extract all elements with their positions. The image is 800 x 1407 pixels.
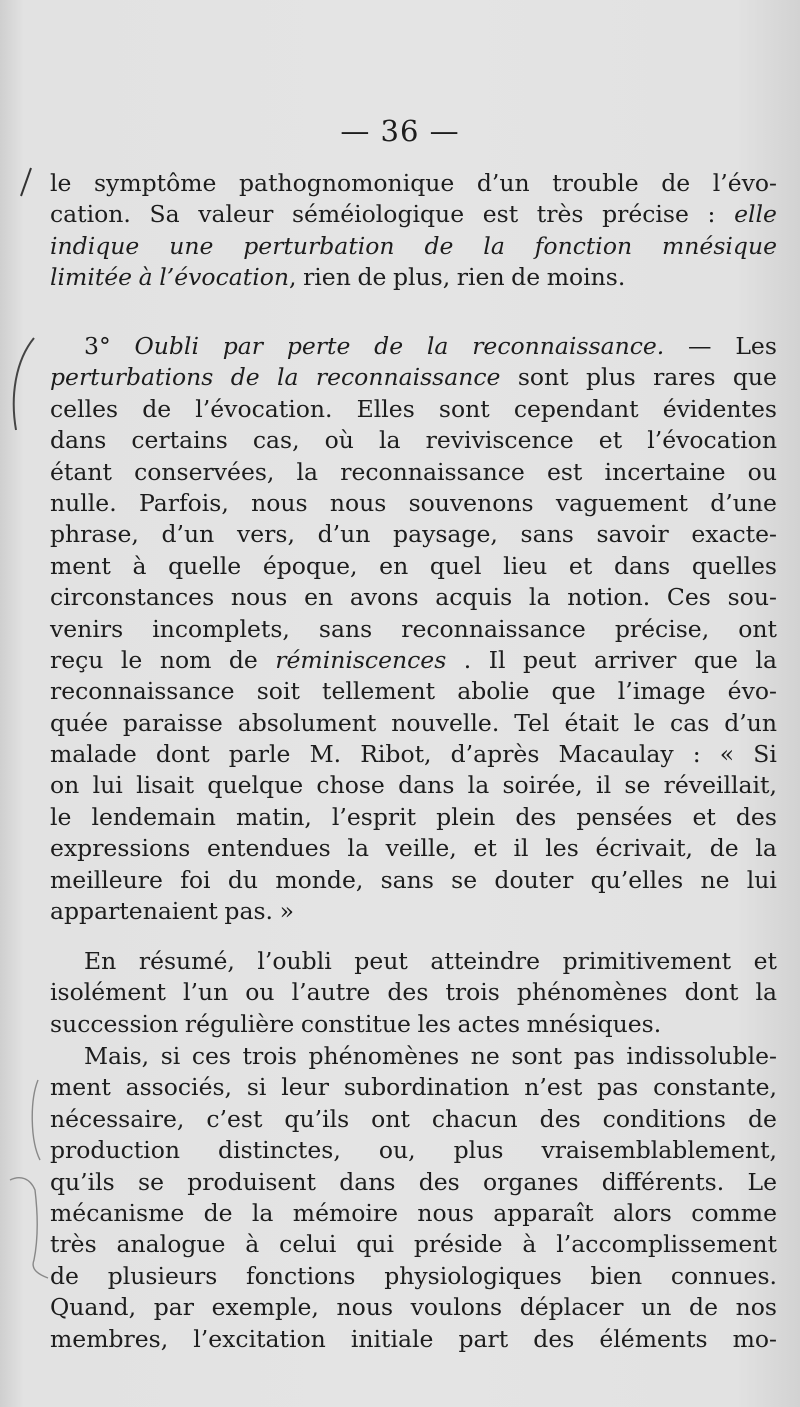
text-line: très analogue à celui qui préside à l’accomplissement — [50, 1230, 777, 1259]
text-line: ment associés, si leur subordination n’est pas constante, — [50, 1073, 777, 1102]
text-line: le lendemain matin, l’esprit plein des pensées et des — [50, 802, 777, 831]
text-line: de plusieurs fonctions physiologiques bien connues. — [50, 1261, 777, 1290]
text-line: 3° Oubli par perte de la reconnaissance. — Les — [84, 332, 777, 360]
text-line: membres, l’excitation initiale part des éléments mo- — [50, 1324, 777, 1353]
text-line: appartenaient pas. » — [50, 897, 294, 926]
text-line: on lui lisait quelque chose dans la soirée, il se réveillait, — [50, 771, 777, 800]
text-line: ment à quelle époque, en quel lieu et dans quelles — [50, 551, 777, 580]
text-line: malade dont parle M. Ribot, d’après Macaulay : « Si — [50, 740, 777, 769]
text-line: indique une perturbation de la fonction mnésique — [50, 231, 777, 260]
text-line: phrase, d’un vers, d’un paysage, sans savoir exacte- — [50, 520, 777, 549]
text-line: expressions entendues la veille, et il les écrivait, de la — [50, 834, 777, 863]
text-line: Quand, par exemple, nous voulons déplacer un de nos — [50, 1293, 777, 1322]
paragraph-3 — [50, 946, 777, 1040]
text-line: meilleure foi du monde, sans se douter qu’elles ne lui — [50, 865, 777, 894]
text-line: succession régulière constitue les actes mnésiques. — [50, 1009, 662, 1038]
paragraph-4 — [50, 1041, 777, 1355]
text-line: nécessaire, c’est qu’ils ont chacun des conditions de — [50, 1104, 777, 1133]
text-line: quée paraisse absolument nouvelle. Tel était le cas d’un — [50, 708, 777, 737]
text-line: cation. Sa valeur séméiologique est très précise : elle — [50, 200, 777, 229]
text-line: Mais, si ces trois phénomènes ne sont pas indissoluble- — [84, 1042, 777, 1070]
text-line: celles de l’évocation. Elles sont cependant évidentes — [50, 394, 777, 423]
text-line: En résumé, l’oubli peut atteindre primitivement et — [84, 947, 777, 975]
text-line: isolément l’un ou l’autre des trois phénomènes dont la — [50, 978, 777, 1007]
text-line: circonstances nous en avons acquis la notion. Ces sou- — [50, 583, 777, 612]
text-line: production distinctes, ou, plus vraisemblablement, — [50, 1136, 777, 1165]
text-line: venirs incomplets, sans reconnaissance précise, ont — [50, 614, 777, 643]
paragraph-2 — [50, 331, 777, 927]
paragraph-1 — [50, 168, 777, 294]
text-line: nulle. Parfois, nous nous souvenons vaguement d’une — [50, 488, 777, 517]
text-line: étant conservées, la reconnaissance est incertaine ou — [50, 457, 777, 486]
text-line: le symptôme pathognomonique d’un trouble de l’évo- — [50, 169, 777, 197]
text-line: perturbations de la reconnaissance sont plus rares que — [50, 363, 777, 392]
text-line: reconnaissance soit tellement abolie que l’image évo- — [50, 677, 777, 706]
text-line: dans certains cas, où la reviviscence et l’évocation — [50, 426, 777, 455]
text-line: mécanisme de la mémoire nous apparaît alors comme — [50, 1198, 777, 1227]
text-line: limitée à l’évocation , rien de plus, rien de moins. — [50, 263, 626, 292]
text-line: qu’ils se produisent dans des organes différents. Le — [50, 1167, 777, 1196]
text-line: reçu le nom de réminiscences . Il peut arriver que la — [50, 645, 777, 674]
margin-pencil-marks — [0, 0, 50, 1407]
page-number: — 36 — — [340, 114, 460, 148]
